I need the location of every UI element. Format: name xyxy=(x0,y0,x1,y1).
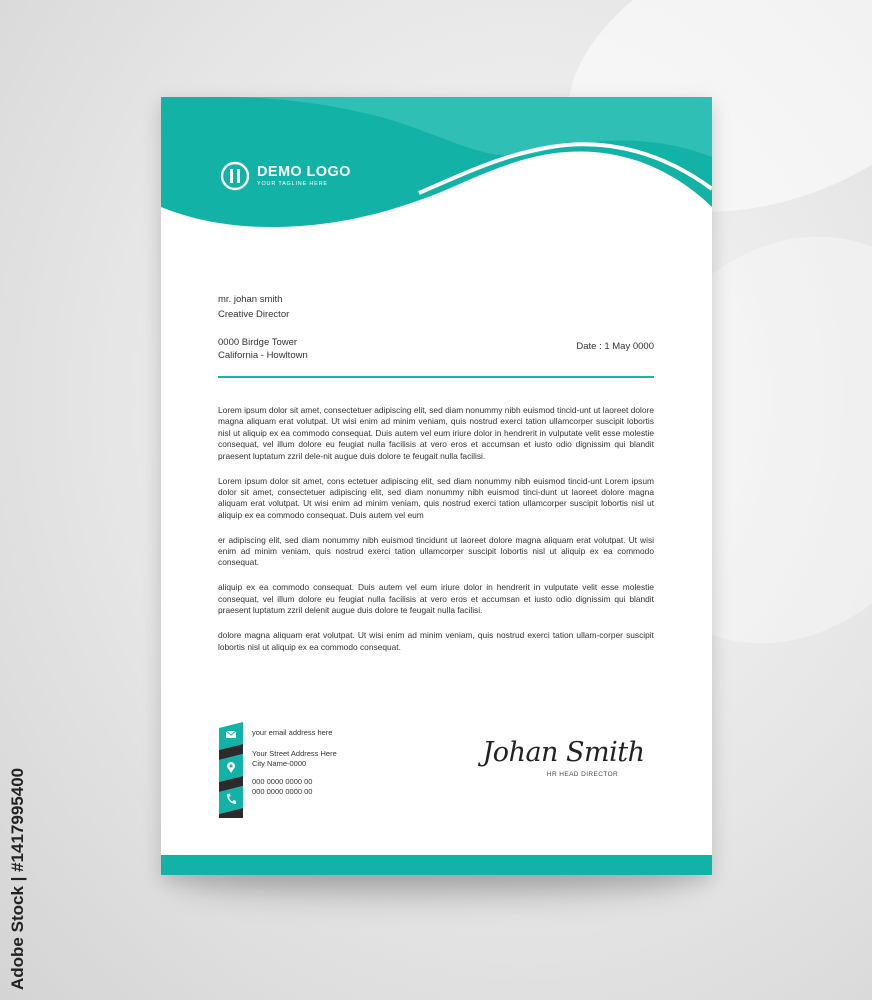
contact-email: your email address here xyxy=(252,728,333,737)
body-paragraph: dolore magna aliquam erat volutpat. Ut wisi enim ad minim veniam, quis nostrud exerci tation ullam-corper suscipit lobortis nisl ut aliquip ex ea commodo consequat. xyxy=(218,630,654,652)
logo-name: DEMO LOGO xyxy=(257,164,351,180)
contact-street: Your Street Address Here xyxy=(252,749,337,758)
contact-phones xyxy=(252,777,312,797)
contact-address xyxy=(252,749,337,769)
address-block xyxy=(218,336,308,362)
footer-bar xyxy=(161,855,712,875)
body-paragraph: aliquip ex ea commodo consequat. Duis autem vel eum iriure dolor in hendrerit in vulputate velit esse molestie consequat, vel illum dolore eu feugiat nulla facilisis at vero eros et accumsan et iusto odio dignissim qui blandit praesent luptatum zzril delenit augue duis dolore te feugait nulla facilisi. xyxy=(218,582,654,616)
logo-mark-icon xyxy=(220,161,250,191)
signature-title: HR HEAD DIRECTOR xyxy=(546,771,619,778)
contact-phone-1: 000 0000 0000 00 xyxy=(252,777,313,786)
signature-block xyxy=(481,737,646,778)
body-paragraph: Lorem ipsum dolor sit amet, cons ectetuer adipiscing elit, sed diam nonummy nibh euismod tincid-unt Lorem ipsum dolor sit amet, consectetuer adipiscing elit, sed diam nonummy nibh euismod tinci-dunt ut laoreet dolore magna aliquam erat volutpat. Ut wisi enim ad minim veniam, quis nostrud exerci tation ullamcorper suscipit lobortis nisl ut aliquip ex ea commodo consequat. Duis autem vel eum xyxy=(218,475,654,520)
address-line-1: 0000 Birdge Tower xyxy=(218,337,298,348)
contact-city: City Name-0000 xyxy=(252,759,307,768)
recipient-title: Creative Director xyxy=(218,309,290,320)
company-logo xyxy=(220,161,351,191)
signature-name: Johan Smith xyxy=(482,737,645,768)
letter-date: Date : 1 May 0000 xyxy=(576,341,654,352)
divider-rule xyxy=(218,376,654,378)
logo-tagline: YOUR TAGLINE HERE xyxy=(257,181,328,187)
letterhead-page xyxy=(161,97,712,875)
recipient-name: mr. johan smith xyxy=(218,294,283,305)
body-paragraph: Lorem ipsum dolor sit amet, consectetuer adipiscing elit, sed diam nonummy nibh euismod tincid-unt ut laoreet dolore magna aliquam erat volutpat. Ut wisi enim ad minim veniam, quis nostrud exerci tation ullamcorper suscipit lobortis nisl ut aliquip ex ea commodo consequat. Duis autem vel eum iriure dolor in hendrerit in vulputate velit esse molestie consequat, vel illum dolore eu feugiat nulla facilisis at vero eros et accumsan et iusto odio dignissim qui blandit praesent luptatum zzril dele-nit augue duis dolore te feugait nulla facilisi. xyxy=(218,405,654,461)
letter-body xyxy=(218,405,654,666)
body-paragraph: er adipiscing elit, sed diam nonummy nibh euismod tincidunt ut laoreet dolore magna aliquam erat volutpat. Ut wisi enim ad minim veniam, quis nostrud exerci tation ullamcorper suscipit lobortis nisl ut aliquip ex ea commodo consequat. xyxy=(218,534,654,568)
contact-ribbon xyxy=(219,722,243,818)
recipient-block xyxy=(218,292,289,322)
stock-id-label: Adobe Stock | #1417995400 xyxy=(8,767,27,990)
contact-phone-2: 000 0000 0000 00 xyxy=(252,787,313,796)
address-line-2: California - Howltown xyxy=(218,350,308,361)
mail-icon xyxy=(226,731,236,738)
